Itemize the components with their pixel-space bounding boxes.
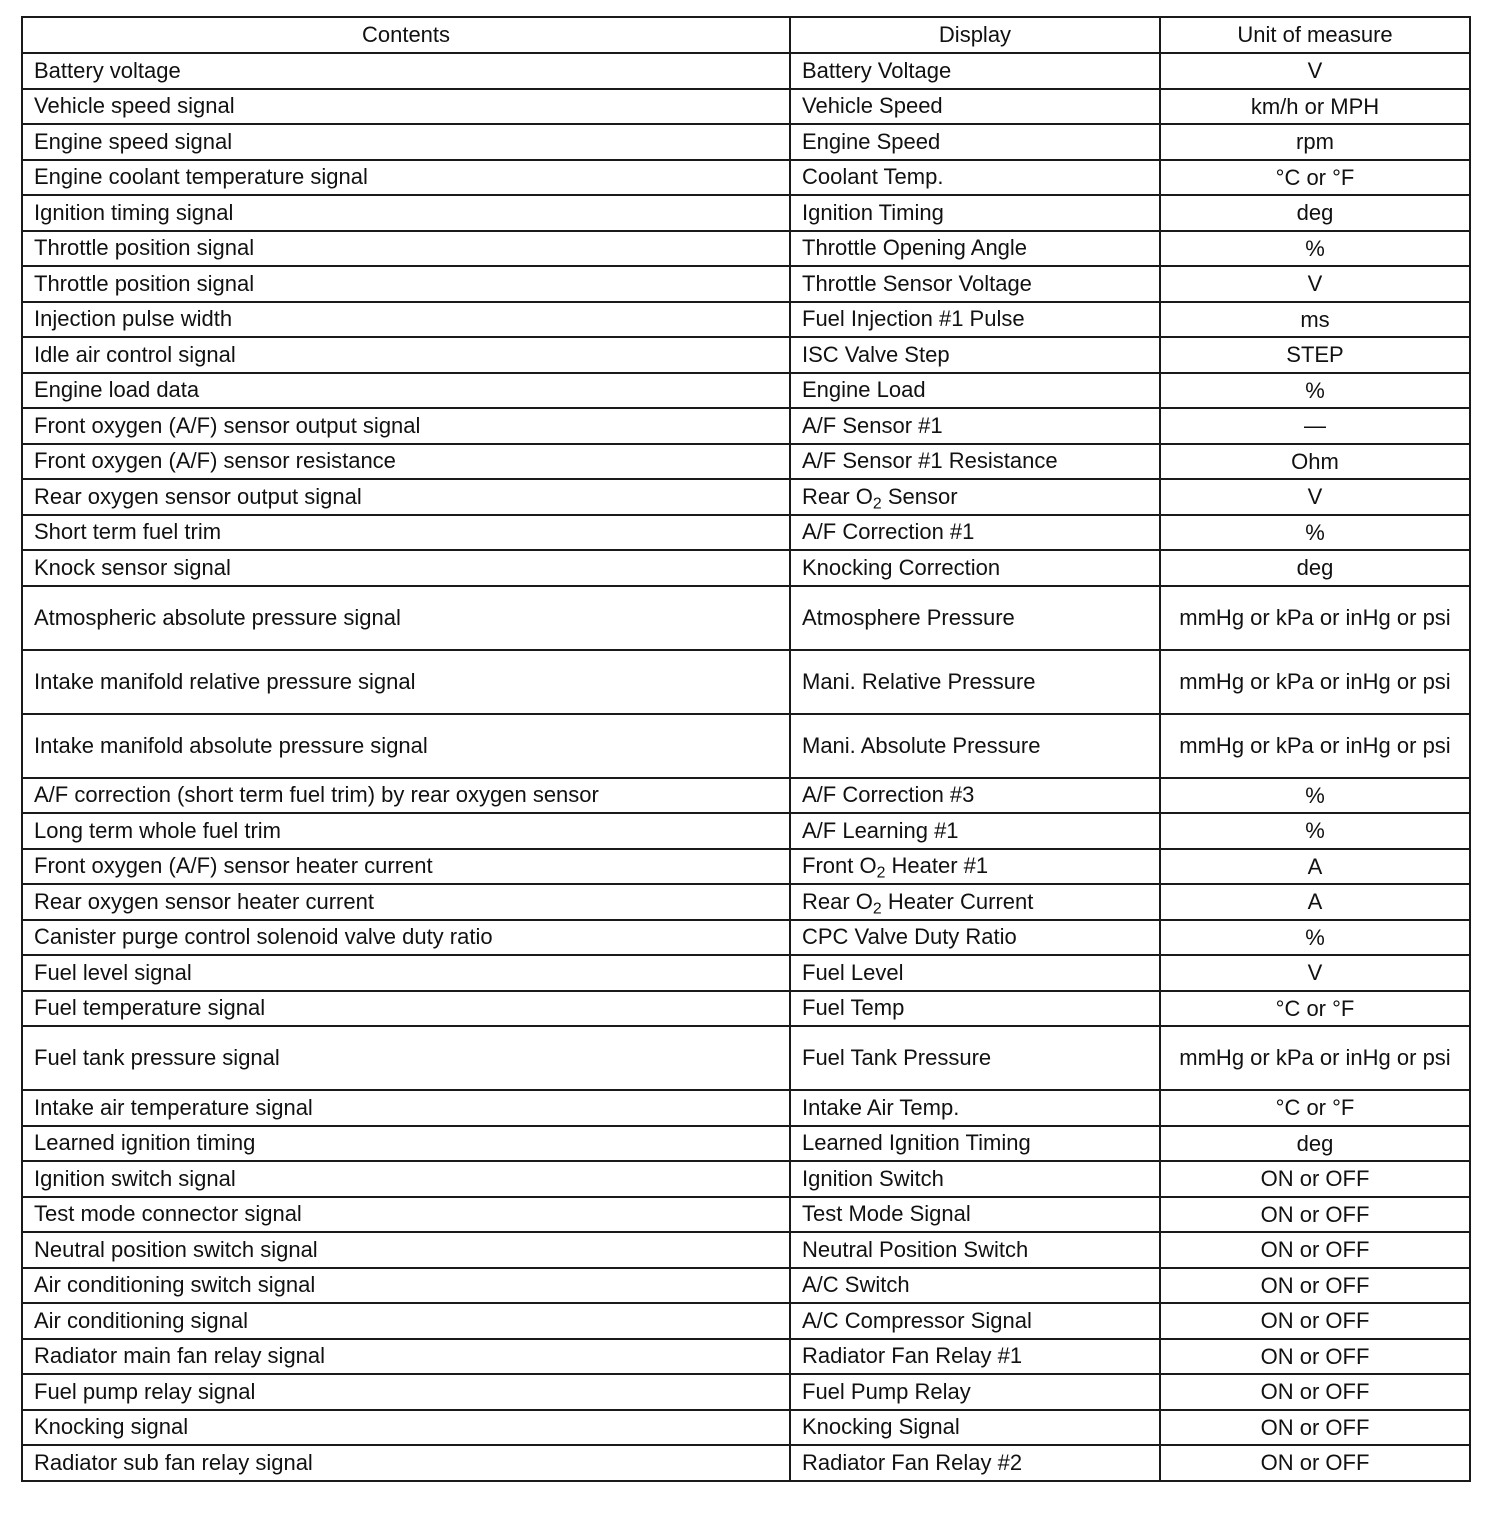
table-row [22, 373, 1470, 409]
table-row [22, 1268, 1470, 1304]
data-table-sheet [21, 16, 1469, 1482]
data-monitor-table [21, 16, 1471, 1482]
cell-unit: V [1160, 479, 1470, 515]
cell-unit: deg [1160, 1126, 1470, 1162]
table-row [22, 1090, 1470, 1126]
cell-contents: Engine coolant temperature signal [22, 160, 790, 196]
cell-display: Ignition Timing [790, 195, 1160, 231]
table-row [22, 1374, 1470, 1410]
cell-unit: A [1160, 884, 1470, 920]
cell-display: Learned Ignition Timing [790, 1126, 1160, 1162]
table-row [22, 266, 1470, 302]
cell-contents: Canister purge control solenoid valve duty ratio [22, 920, 790, 956]
cell-unit: V [1160, 955, 1470, 991]
cell-contents: Fuel tank pressure signal [22, 1026, 790, 1090]
cell-display: Fuel Pump Relay [790, 1374, 1160, 1410]
cell-unit: mmHg or kPa or inHg or psi [1160, 650, 1470, 714]
cell-display: Fuel Tank Pressure [790, 1026, 1160, 1090]
cell-display: Radiator Fan Relay #2 [790, 1445, 1160, 1481]
table-row [22, 124, 1470, 160]
table-row [22, 550, 1470, 586]
cell-contents: Air conditioning switch signal [22, 1268, 790, 1304]
table-row [22, 1197, 1470, 1233]
table-row [22, 302, 1470, 338]
table-row [22, 884, 1470, 920]
cell-contents: Front oxygen (A/F) sensor output signal [22, 408, 790, 444]
table-row [22, 920, 1470, 956]
table-row [22, 955, 1470, 991]
cell-unit: % [1160, 373, 1470, 409]
cell-contents: Short term fuel trim [22, 515, 790, 551]
cell-contents: Fuel temperature signal [22, 991, 790, 1027]
cell-display: Ignition Switch [790, 1161, 1160, 1197]
cell-unit: % [1160, 778, 1470, 814]
cell-contents: Long term whole fuel trim [22, 813, 790, 849]
cell-contents: Intake manifold relative pressure signal [22, 650, 790, 714]
cell-display: CPC Valve Duty Ratio [790, 920, 1160, 956]
cell-contents: Throttle position signal [22, 266, 790, 302]
cell-contents: Test mode connector signal [22, 1197, 790, 1233]
cell-unit: ON or OFF [1160, 1374, 1470, 1410]
cell-display: A/F Learning #1 [790, 813, 1160, 849]
cell-contents: Radiator sub fan relay signal [22, 1445, 790, 1481]
table-row [22, 479, 1470, 515]
cell-contents: Injection pulse width [22, 302, 790, 338]
cell-display: Test Mode Signal [790, 1197, 1160, 1233]
cell-unit: rpm [1160, 124, 1470, 160]
cell-display: ISC Valve Step [790, 337, 1160, 373]
cell-unit: STEP [1160, 337, 1470, 373]
cell-contents: A/F correction (short term fuel trim) by rear oxygen sensor [22, 778, 790, 814]
cell-contents: Vehicle speed signal [22, 89, 790, 125]
table-row [22, 991, 1470, 1027]
cell-unit: % [1160, 231, 1470, 267]
table-row [22, 714, 1470, 778]
table-row [22, 586, 1470, 650]
cell-unit: % [1160, 813, 1470, 849]
table-row [22, 1161, 1470, 1197]
cell-display: Engine Load [790, 373, 1160, 409]
header-display: Display [790, 17, 1160, 53]
table-row [22, 1410, 1470, 1446]
cell-display: A/F Sensor #1 [790, 408, 1160, 444]
cell-contents: Throttle position signal [22, 231, 790, 267]
cell-contents: Front oxygen (A/F) sensor heater current [22, 849, 790, 885]
cell-display: A/F Correction #3 [790, 778, 1160, 814]
cell-contents: Rear oxygen sensor heater current [22, 884, 790, 920]
cell-display: Knocking Signal [790, 1410, 1160, 1446]
table-header-row [22, 17, 1470, 53]
cell-display: Throttle Sensor Voltage [790, 266, 1160, 302]
cell-contents: Fuel pump relay signal [22, 1374, 790, 1410]
cell-display: A/C Switch [790, 1268, 1160, 1304]
cell-unit: A [1160, 849, 1470, 885]
table-row [22, 1232, 1470, 1268]
cell-contents: Knocking signal [22, 1410, 790, 1446]
cell-contents: Idle air control signal [22, 337, 790, 373]
cell-contents: Front oxygen (A/F) sensor resistance [22, 444, 790, 480]
cell-display: Atmosphere Pressure [790, 586, 1160, 650]
cell-display: A/F Sensor #1 Resistance [790, 444, 1160, 480]
table-row [22, 849, 1470, 885]
cell-display: Intake Air Temp. [790, 1090, 1160, 1126]
cell-display: Engine Speed [790, 124, 1160, 160]
cell-display: Throttle Opening Angle [790, 231, 1160, 267]
table-row [22, 408, 1470, 444]
cell-unit: deg [1160, 550, 1470, 586]
cell-display: Neutral Position Switch [790, 1232, 1160, 1268]
cell-display: Battery Voltage [790, 53, 1160, 89]
cell-contents: Air conditioning signal [22, 1303, 790, 1339]
cell-contents: Intake manifold absolute pressure signal [22, 714, 790, 778]
cell-unit: °C or °F [1160, 991, 1470, 1027]
cell-unit: mmHg or kPa or inHg or psi [1160, 586, 1470, 650]
cell-unit: ON or OFF [1160, 1445, 1470, 1481]
cell-unit: — [1160, 408, 1470, 444]
cell-unit: Ohm [1160, 444, 1470, 480]
cell-unit: °C or °F [1160, 1090, 1470, 1126]
table-row [22, 444, 1470, 480]
cell-display: Coolant Temp. [790, 160, 1160, 196]
header-contents: Contents [22, 17, 790, 53]
cell-unit: mmHg or kPa or inHg or psi [1160, 1026, 1470, 1090]
cell-contents: Engine speed signal [22, 124, 790, 160]
cell-unit: ON or OFF [1160, 1232, 1470, 1268]
cell-unit: V [1160, 53, 1470, 89]
cell-contents: Fuel level signal [22, 955, 790, 991]
cell-display: Vehicle Speed [790, 89, 1160, 125]
cell-contents: Radiator main fan relay signal [22, 1339, 790, 1375]
cell-contents: Neutral position switch signal [22, 1232, 790, 1268]
cell-unit: °C or °F [1160, 160, 1470, 196]
cell-unit: ON or OFF [1160, 1268, 1470, 1304]
cell-unit: ON or OFF [1160, 1339, 1470, 1375]
table-row [22, 195, 1470, 231]
table-row [22, 231, 1470, 267]
table-row [22, 1126, 1470, 1162]
table-row [22, 813, 1470, 849]
cell-unit: ms [1160, 302, 1470, 338]
table-row [22, 1026, 1470, 1090]
cell-unit: km/h or MPH [1160, 89, 1470, 125]
table-row [22, 53, 1470, 89]
cell-contents: Engine load data [22, 373, 790, 409]
cell-unit: mmHg or kPa or inHg or psi [1160, 714, 1470, 778]
cell-unit: ON or OFF [1160, 1303, 1470, 1339]
table-row [22, 650, 1470, 714]
cell-display: Fuel Level [790, 955, 1160, 991]
table-row [22, 1303, 1470, 1339]
cell-unit: V [1160, 266, 1470, 302]
cell-display: Mani. Absolute Pressure [790, 714, 1160, 778]
cell-contents: Rear oxygen sensor output signal [22, 479, 790, 515]
table-row [22, 1445, 1470, 1481]
cell-display: Knocking Correction [790, 550, 1160, 586]
table-row [22, 89, 1470, 125]
cell-unit: ON or OFF [1160, 1161, 1470, 1197]
cell-unit: % [1160, 920, 1470, 956]
cell-unit: % [1160, 515, 1470, 551]
cell-unit: ON or OFF [1160, 1197, 1470, 1233]
cell-contents: Atmospheric absolute pressure signal [22, 586, 790, 650]
cell-unit: ON or OFF [1160, 1410, 1470, 1446]
table-row [22, 160, 1470, 196]
cell-contents: Learned ignition timing [22, 1126, 790, 1162]
cell-display: Rear $O_2$ Heater Current [790, 884, 1160, 920]
cell-contents: Ignition switch signal [22, 1161, 790, 1197]
table-row [22, 515, 1470, 551]
table-row [22, 1339, 1470, 1375]
cell-display: Mani. Relative Pressure [790, 650, 1160, 714]
cell-display: Front $O_2$ Heater #1 [790, 849, 1160, 885]
table-row [22, 337, 1470, 373]
header-unit: Unit of measure [1160, 17, 1470, 53]
cell-contents: Intake air temperature signal [22, 1090, 790, 1126]
cell-contents: Knock sensor signal [22, 550, 790, 586]
cell-display: Rear $O_2$ Sensor [790, 479, 1160, 515]
cell-display: A/F Correction #1 [790, 515, 1160, 551]
table-row [22, 778, 1470, 814]
cell-display: Fuel Temp [790, 991, 1160, 1027]
cell-display: A/C Compressor Signal [790, 1303, 1160, 1339]
cell-display: Radiator Fan Relay #1 [790, 1339, 1160, 1375]
cell-contents: Ignition timing signal [22, 195, 790, 231]
cell-contents: Battery voltage [22, 53, 790, 89]
cell-unit: deg [1160, 195, 1470, 231]
cell-display: Fuel Injection #1 Pulse [790, 302, 1160, 338]
